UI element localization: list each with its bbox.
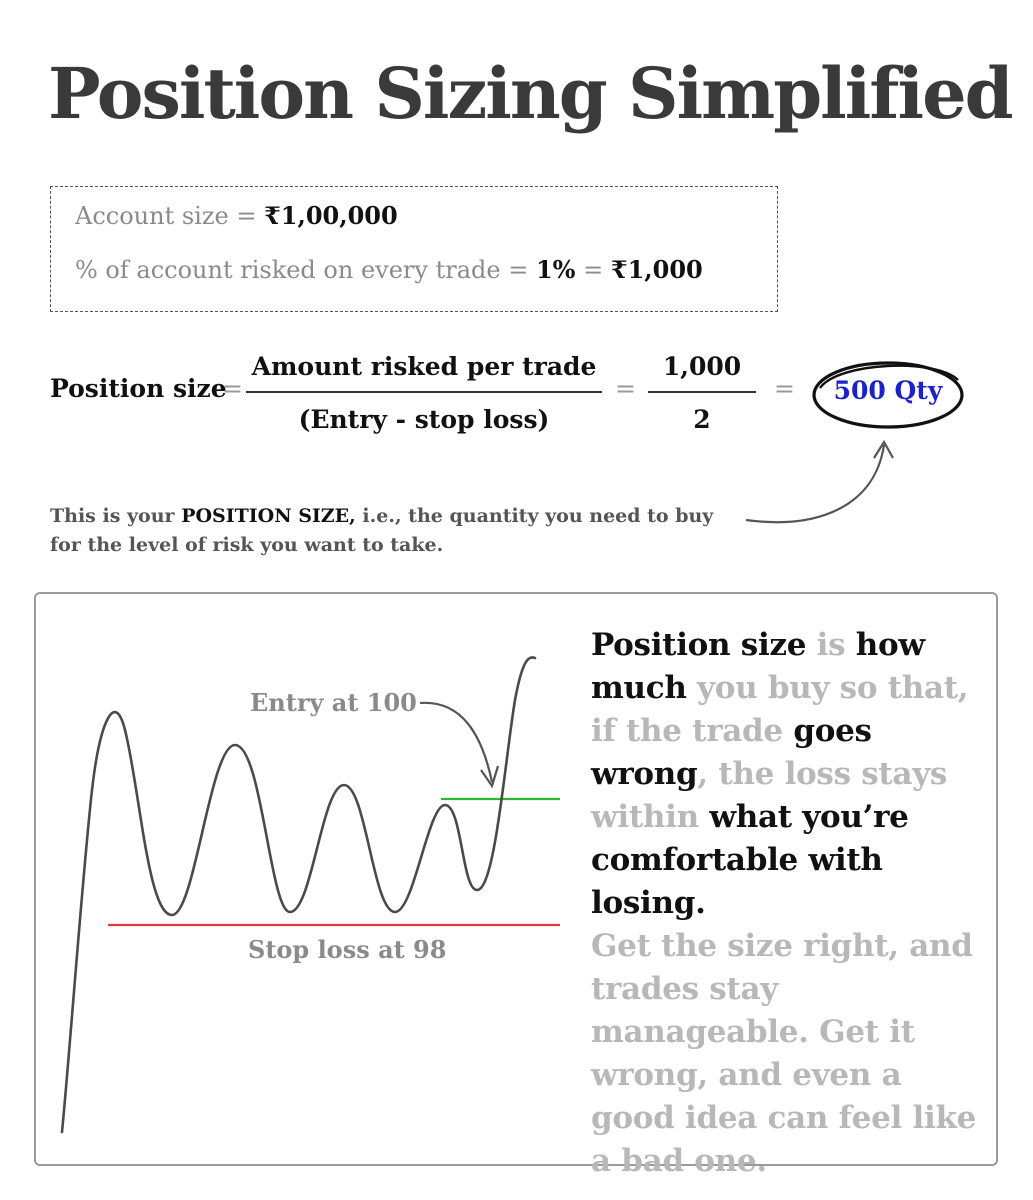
paragraph-segment: , the loss stays within xyxy=(591,756,948,835)
entry-label: Entry at 100 xyxy=(250,688,417,717)
note-highlight: POSITION SIZE, xyxy=(181,505,356,527)
risk-percent: 1% xyxy=(535,255,576,284)
risk-equals-2: = xyxy=(583,256,604,284)
paragraph-segment: Position size xyxy=(591,627,817,663)
paragraph-segment: what you’re comfortable with losing. xyxy=(591,799,909,921)
risk-equals-1: = xyxy=(508,256,529,284)
value-denominator: 2 xyxy=(693,405,711,434)
price-line xyxy=(62,657,535,1132)
summary-paragraph: Get the size right, and trades stay manageable. Get it wrong, and even a good idea can feel like a bad one. xyxy=(591,928,977,1179)
account-size-label: Account size xyxy=(75,202,229,230)
stop-loss-label: Stop loss at 98 xyxy=(248,935,447,964)
formula-equals-1: = xyxy=(222,374,243,403)
value-numerator: 1,000 xyxy=(662,352,742,381)
paragraph-segment: goes wrong xyxy=(591,713,872,792)
note-text-1: This is your xyxy=(50,505,175,527)
risk-value: ₹1,000 xyxy=(610,255,703,284)
formula-equals-3: = xyxy=(774,374,795,403)
risk-label: % of account risked on every trade xyxy=(75,256,501,284)
formula-equals-2: = xyxy=(615,374,636,403)
account-size-value: ₹1,00,000 xyxy=(264,201,398,230)
account-size-equals: = xyxy=(236,202,257,230)
paragraph-segment: is xyxy=(816,627,856,663)
formula-denominator: (Entry - stop loss) xyxy=(298,405,550,434)
result-value: 500 Qty xyxy=(833,376,943,405)
paragraph-segment: you buy so that, if the trade xyxy=(591,670,969,749)
paragraph-segment: how much xyxy=(591,627,925,706)
note-text-2: i.e., the quantity you need to buy for the level of risk you want to take. xyxy=(50,505,714,556)
page-title: Position Sizing Simplified xyxy=(48,52,1012,135)
explanation-paragraph xyxy=(591,624,991,925)
formula-label: Position size xyxy=(50,374,227,403)
formula-numerator: Amount risked per trade xyxy=(251,352,597,381)
